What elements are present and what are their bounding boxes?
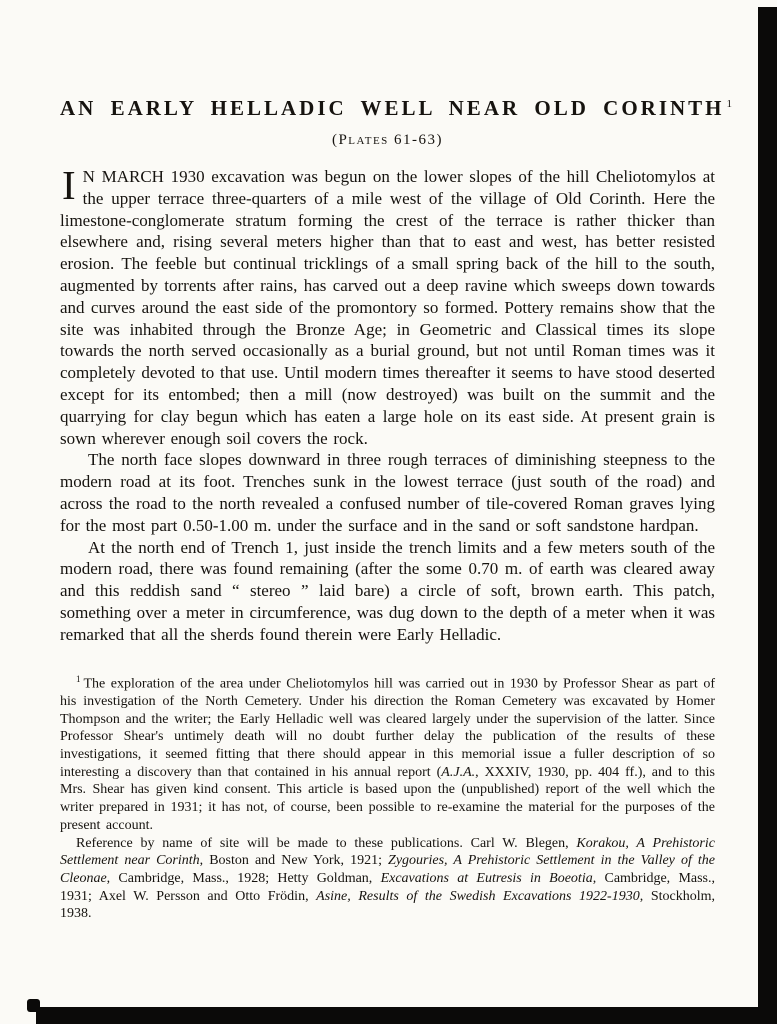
title-footnote-ref: 1: [726, 98, 732, 110]
footnotes-section: [60, 671, 715, 924]
footnote-2: [60, 835, 715, 924]
footnote-text-segment: , Cambridge, Mass., 1931; Axel W. Persson and Otto Frödin,: [60, 870, 715, 904]
article-body: [60, 162, 716, 646]
footnote-1: [60, 671, 715, 835]
scan-border-bottom: [36, 1007, 777, 1024]
footnote-text-segment: Reference by name of site will be made to these publications. Carl W. Blegen,: [76, 835, 577, 851]
article-title: [60, 96, 732, 121]
footnote-italic-citation: Excavations at Eutresis in Boeotia: [380, 870, 593, 886]
footnote-italic-citation: Asine, Results of the Swedish Excavations 1922-1930: [316, 888, 640, 904]
footnote-text-segment: , Stockholm, 1938.: [60, 888, 715, 922]
footnote-text-segment: The exploration of the area under Cheliotomylos hill was carried out in 1930 by Professor Shear as part of his investigation of the North Cemetery. Under his direction the Roman Cemetery was excavated by Homer Thompson and the writer; the Early Helladic well was cleared largely under the supervision of the latter. Since Professor Shear's untimely death will no doubt further delay the publication of the results of these investigations, it seemed fitting that there should appear in this memorial issue a fuller description of so interesting a discovery than that contained in his annual report (: [60, 676, 715, 780]
footnote-text-segment: , Cambridge, Mass., 1928; Hetty Goldman,: [106, 870, 381, 886]
footnote-text-segment: , XXXIV, 1930, pp. 404 ff.), and to this Mrs. Shear has given kind consent. This article is based upon the (unpublished) report of the well which the writer prepared in 1931; it has not, of course, been possible to re-examine the material for the purposes of the present account.: [60, 764, 716, 833]
paragraph-1-text: excavation was begun on the lower slopes of the hill Cheliotomylos at the upper terrace three-quarters of a mile west of the village of Old Corinth. Here the limestone-conglomerate stratum forming the crest of the terrace is rather thicker than elsewhere and, rising several meters higher than that to east and west, has better resisted erosion. The feeble but continual tricklings of a small spring back of the hill to the south, augmented by torrents after rains, has carved out a deep ravine which sweeps down towards and curves around the east side of the promontory so formed. Pottery remains show that the site was inhabited through the Bronze Age; in Geometric and Classical times its slope towards the north served occasionally as a burial ground, but not until Roman times was it completely devoted to that use. Until modern times thereafter it seems to have stood deserted except for its entombed; then a mill (now destroyed) was built on the summit and the quarrying for clay begun which has eaten a large hole on its east side. At present grain is sown wherever enough soil covers the rock.: [60, 167, 716, 448]
article-title-text: AN EARLY HELLADIC WELL NEAR OLD CORINTH: [60, 96, 725, 120]
paragraph-3: At the north end of Trench 1, just inside the trench limits and a few meters south of the modern road, there was found remaining (after the some 0.70 m. of earth was cleared away and this reddish sand “ stereo ” laid bare) a circle of soft, brown earth. This patch, something over a meter in circumference, was dug down to the depth of a meter when it was remarked that all the sherds found therein were Early Helladic.: [60, 537, 715, 644]
footnote-italic-citation: Korakou, A Prehistoric Settlement near Corinth: [60, 835, 715, 869]
plates-line: (Plates 61-63): [331, 132, 444, 148]
dropcap-initial: I: [62, 162, 76, 208]
paragraph-1-lead: N MARCH 1930: [82, 167, 212, 186]
scan-border-right: [758, 7, 777, 1024]
paragraph-2: The north face slopes downward in three rough terraces of diminishing steepness to the modern road at its foot. Trenches sunk in the lowest terrace (just south of the road) and across the road to the north revealed a confused number of tile-covered Roman graves lying for the most part 0.50-1.00 m. under the surface and in the sand or soft sandstone hardpan.: [60, 450, 715, 535]
footnote-italic-citation: A.J.A.: [441, 764, 476, 780]
scan-border-corner-mark: [27, 999, 40, 1012]
footnote-1-marker: 1: [76, 673, 81, 684]
footnote-italic-citation: Zygouries, A Prehistoric Settlement in the Valley of the Cleonae: [60, 853, 715, 886]
paragraph-1: [60, 162, 716, 449]
footnote-text-segment: , Boston and New York, 1921;: [199, 853, 389, 869]
